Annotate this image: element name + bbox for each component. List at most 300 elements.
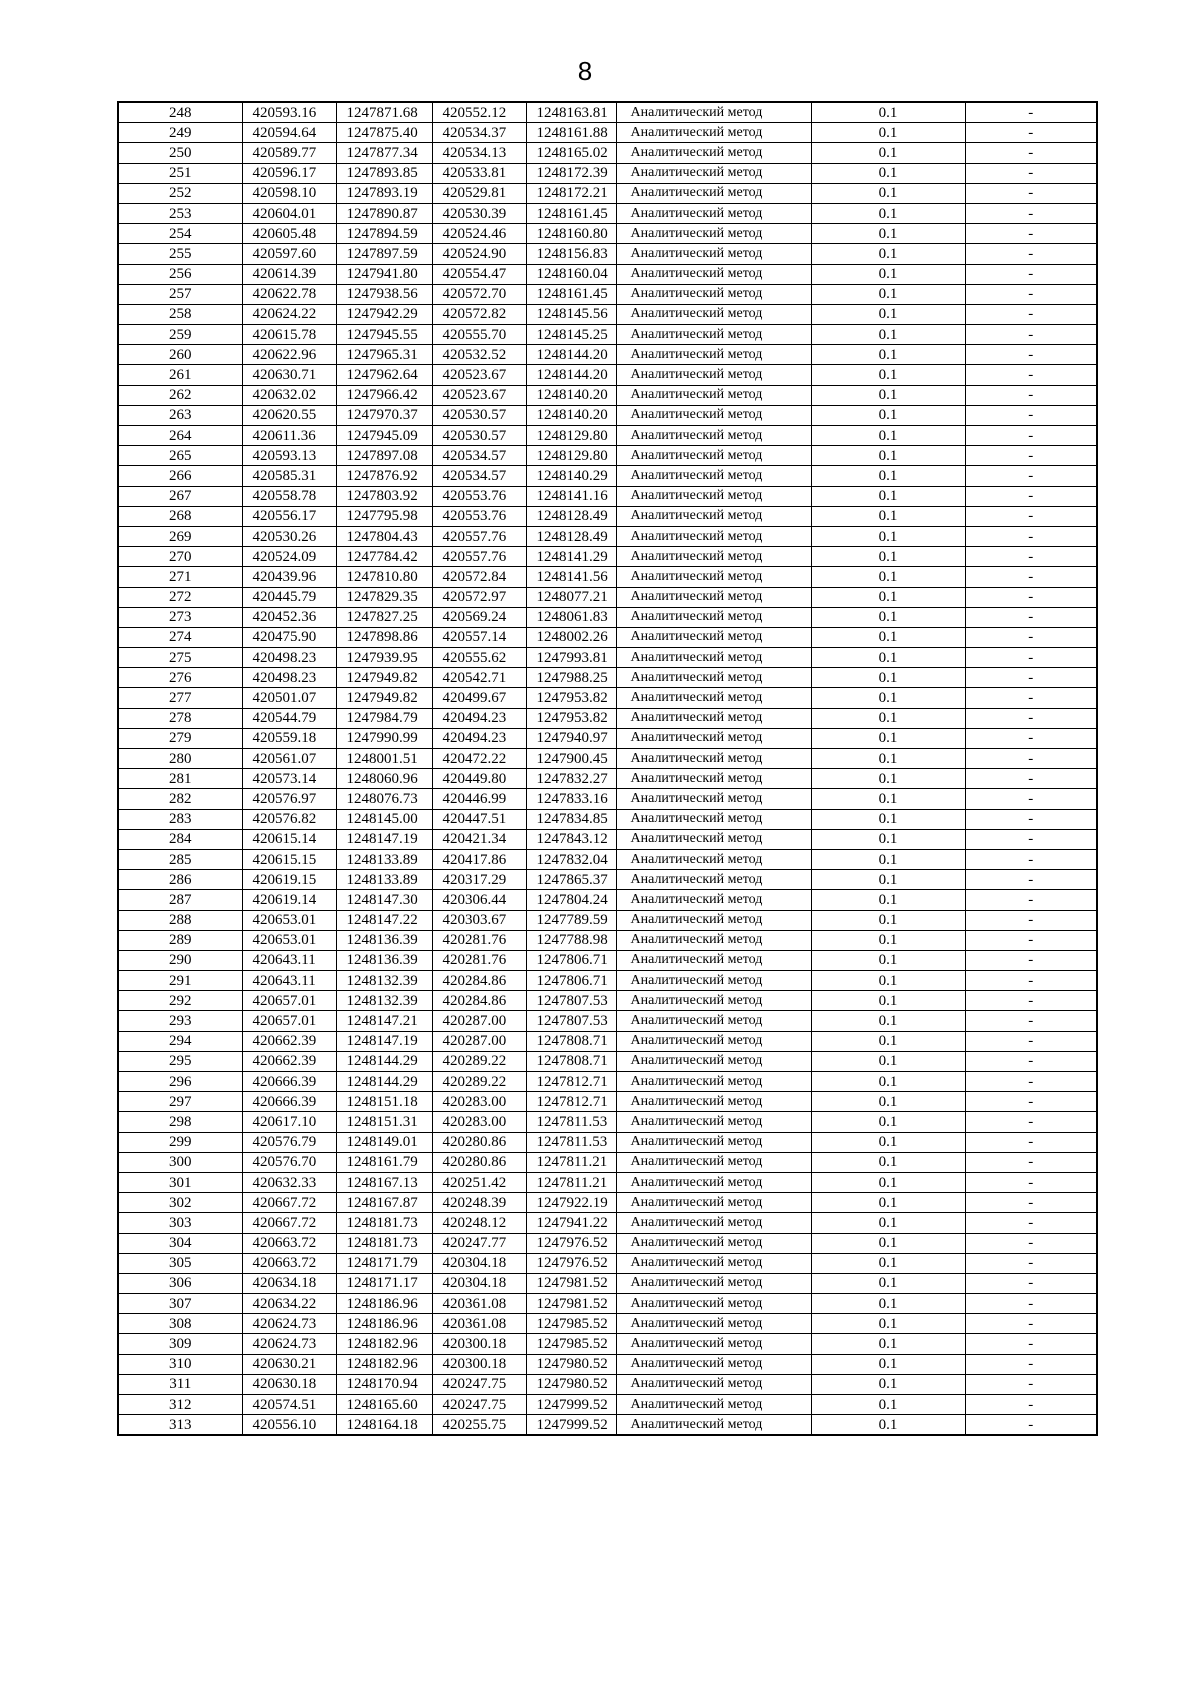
table-row — [118, 1253, 1097, 1273]
point-number-cell: 310 — [118, 1354, 242, 1374]
x2-cell: 420533.81 — [432, 163, 526, 183]
point-number-cell: 307 — [118, 1294, 242, 1314]
x1-cell: 420615.14 — [242, 829, 336, 849]
x2-cell: 420287.00 — [432, 1011, 526, 1031]
y2-cell: 1248128.49 — [526, 526, 616, 546]
accuracy-cell: 0.1 — [811, 325, 965, 345]
accuracy-cell: 0.1 — [811, 809, 965, 829]
point-number-cell: 269 — [118, 526, 242, 546]
method-cell: Аналитический метод — [616, 587, 811, 607]
x2-cell: 420524.46 — [432, 224, 526, 244]
y1-cell: 1248182.96 — [336, 1334, 432, 1354]
accuracy-cell: 0.1 — [811, 890, 965, 910]
table-row — [118, 325, 1097, 345]
method-cell: Аналитический метод — [616, 1273, 811, 1293]
x1-cell: 420653.01 — [242, 910, 336, 930]
x1-cell: 420643.11 — [242, 950, 336, 970]
y2-cell: 1247833.16 — [526, 789, 616, 809]
y1-cell: 1248001.51 — [336, 749, 432, 769]
y2-cell: 1247843.12 — [526, 829, 616, 849]
x1-cell: 420663.72 — [242, 1253, 336, 1273]
note-cell: - — [965, 183, 1097, 203]
x1-cell: 420632.02 — [242, 385, 336, 405]
y1-cell: 1248147.21 — [336, 1011, 432, 1031]
table-row — [118, 1011, 1097, 1031]
point-number-cell: 273 — [118, 607, 242, 627]
y1-cell: 1248133.89 — [336, 849, 432, 869]
x2-cell: 420553.76 — [432, 506, 526, 526]
y2-cell: 1247999.52 — [526, 1395, 616, 1415]
method-cell: Аналитический метод — [616, 1193, 811, 1213]
y2-cell: 1247788.98 — [526, 930, 616, 950]
y2-cell: 1247981.52 — [526, 1273, 616, 1293]
accuracy-cell: 0.1 — [811, 1415, 965, 1436]
y1-cell: 1248076.73 — [336, 789, 432, 809]
method-cell: Аналитический метод — [616, 1112, 811, 1132]
accuracy-cell: 0.1 — [811, 849, 965, 869]
y1-cell: 1248136.39 — [336, 930, 432, 950]
y2-cell: 1247832.04 — [526, 849, 616, 869]
x1-cell: 420585.31 — [242, 466, 336, 486]
accuracy-cell: 0.1 — [811, 1152, 965, 1172]
y2-cell: 1247985.52 — [526, 1314, 616, 1334]
x1-cell: 420576.70 — [242, 1152, 336, 1172]
table-row — [118, 345, 1097, 365]
y1-cell: 1247962.64 — [336, 365, 432, 385]
table-row — [118, 1233, 1097, 1253]
note-cell: - — [965, 1334, 1097, 1354]
accuracy-cell: 0.1 — [811, 1314, 965, 1334]
point-number-cell: 304 — [118, 1233, 242, 1253]
method-cell: Аналитический метод — [616, 284, 811, 304]
y1-cell: 1248164.18 — [336, 1415, 432, 1436]
accuracy-cell: 0.1 — [811, 1354, 965, 1374]
y2-cell: 1247804.24 — [526, 890, 616, 910]
point-number-cell: 293 — [118, 1011, 242, 1031]
accuracy-cell: 0.1 — [811, 143, 965, 163]
y2-cell: 1248140.20 — [526, 405, 616, 425]
note-cell: - — [965, 284, 1097, 304]
accuracy-cell: 0.1 — [811, 365, 965, 385]
y1-cell: 1248186.96 — [336, 1294, 432, 1314]
y1-cell: 1248149.01 — [336, 1132, 432, 1152]
point-number-cell: 251 — [118, 163, 242, 183]
method-cell: Аналитический метод — [616, 466, 811, 486]
note-cell: - — [965, 385, 1097, 405]
table-row — [118, 1031, 1097, 1051]
note-cell: - — [965, 1092, 1097, 1112]
x2-cell: 420289.22 — [432, 1072, 526, 1092]
point-number-cell: 263 — [118, 405, 242, 425]
note-cell: - — [965, 587, 1097, 607]
y1-cell: 1247945.55 — [336, 325, 432, 345]
table-row — [118, 486, 1097, 506]
method-cell: Аналитический метод — [616, 749, 811, 769]
x1-cell: 420556.17 — [242, 506, 336, 526]
x1-cell: 420619.15 — [242, 870, 336, 890]
accuracy-cell: 0.1 — [811, 123, 965, 143]
x2-cell: 420523.67 — [432, 385, 526, 405]
point-number-cell: 302 — [118, 1193, 242, 1213]
x2-cell: 420554.47 — [432, 264, 526, 284]
y1-cell: 1248170.94 — [336, 1374, 432, 1394]
table-row — [118, 526, 1097, 546]
x1-cell: 420667.72 — [242, 1193, 336, 1213]
table-row — [118, 1172, 1097, 1192]
y2-cell: 1247812.71 — [526, 1092, 616, 1112]
note-cell: - — [965, 1072, 1097, 1092]
x2-cell: 420534.37 — [432, 123, 526, 143]
y1-cell: 1248181.73 — [336, 1233, 432, 1253]
x1-cell: 420663.72 — [242, 1233, 336, 1253]
x1-cell: 420561.07 — [242, 749, 336, 769]
x2-cell: 420300.18 — [432, 1354, 526, 1374]
accuracy-cell: 0.1 — [811, 1031, 965, 1051]
point-number-cell: 254 — [118, 224, 242, 244]
accuracy-cell: 0.1 — [811, 1395, 965, 1415]
point-number-cell: 299 — [118, 1132, 242, 1152]
x1-cell: 420667.72 — [242, 1213, 336, 1233]
y2-cell: 1248140.29 — [526, 466, 616, 486]
y2-cell: 1248002.26 — [526, 627, 616, 647]
table-row — [118, 385, 1097, 405]
method-cell: Аналитический метод — [616, 930, 811, 950]
note-cell: - — [965, 224, 1097, 244]
note-cell: - — [965, 264, 1097, 284]
method-cell: Аналитический метод — [616, 1233, 811, 1253]
method-cell: Аналитический метод — [616, 1031, 811, 1051]
x1-cell: 420558.78 — [242, 486, 336, 506]
point-number-cell: 292 — [118, 991, 242, 1011]
note-cell: - — [965, 849, 1097, 869]
method-cell: Аналитический метод — [616, 627, 811, 647]
method-cell: Аналитический метод — [616, 325, 811, 345]
y1-cell: 1248151.31 — [336, 1112, 432, 1132]
table-row — [118, 668, 1097, 688]
y1-cell: 1247875.40 — [336, 123, 432, 143]
y2-cell: 1247834.85 — [526, 809, 616, 829]
x1-cell: 420544.79 — [242, 708, 336, 728]
table-row — [118, 163, 1097, 183]
note-cell: - — [965, 769, 1097, 789]
table-row — [118, 405, 1097, 425]
method-cell: Аналитический метод — [616, 345, 811, 365]
note-cell: - — [965, 789, 1097, 809]
x1-cell: 420615.15 — [242, 849, 336, 869]
y2-cell: 1248163.81 — [526, 102, 616, 123]
method-cell: Аналитический метод — [616, 264, 811, 284]
table-row — [118, 910, 1097, 930]
table-row — [118, 1132, 1097, 1152]
method-cell: Аналитический метод — [616, 547, 811, 567]
y1-cell: 1247897.08 — [336, 446, 432, 466]
point-number-cell: 298 — [118, 1112, 242, 1132]
x1-cell: 420666.39 — [242, 1072, 336, 1092]
y2-cell: 1248141.16 — [526, 486, 616, 506]
y2-cell: 1248145.25 — [526, 325, 616, 345]
note-cell: - — [965, 1051, 1097, 1071]
point-number-cell: 257 — [118, 284, 242, 304]
x2-cell: 420289.22 — [432, 1051, 526, 1071]
accuracy-cell: 0.1 — [811, 1132, 965, 1152]
table-row — [118, 1294, 1097, 1314]
accuracy-cell: 0.1 — [811, 224, 965, 244]
y1-cell: 1248144.29 — [336, 1051, 432, 1071]
point-number-cell: 276 — [118, 668, 242, 688]
x2-cell: 420255.75 — [432, 1415, 526, 1436]
x2-cell: 420281.76 — [432, 930, 526, 950]
x2-cell: 420557.76 — [432, 526, 526, 546]
x2-cell: 420247.77 — [432, 1233, 526, 1253]
note-cell: - — [965, 910, 1097, 930]
y2-cell: 1247999.52 — [526, 1415, 616, 1436]
table-row — [118, 1051, 1097, 1071]
point-number-cell: 285 — [118, 849, 242, 869]
method-cell: Аналитический метод — [616, 567, 811, 587]
y1-cell: 1248167.87 — [336, 1193, 432, 1213]
table-row — [118, 849, 1097, 869]
y1-cell: 1248171.79 — [336, 1253, 432, 1273]
x1-cell: 420598.10 — [242, 183, 336, 203]
y1-cell: 1247893.85 — [336, 163, 432, 183]
x1-cell: 420624.73 — [242, 1334, 336, 1354]
accuracy-cell: 0.1 — [811, 1112, 965, 1132]
x2-cell: 420530.57 — [432, 426, 526, 446]
y2-cell: 1248129.80 — [526, 426, 616, 446]
accuracy-cell: 0.1 — [811, 1193, 965, 1213]
x1-cell: 420619.14 — [242, 890, 336, 910]
table-row — [118, 829, 1097, 849]
table-row — [118, 1334, 1097, 1354]
coordinates-table — [117, 101, 1098, 1436]
y1-cell: 1247949.82 — [336, 668, 432, 688]
x2-cell: 420557.76 — [432, 547, 526, 567]
accuracy-cell: 0.1 — [811, 1294, 965, 1314]
x1-cell: 420630.18 — [242, 1374, 336, 1394]
x2-cell: 420280.86 — [432, 1132, 526, 1152]
y1-cell: 1247970.37 — [336, 405, 432, 425]
method-cell: Аналитический метод — [616, 1051, 811, 1071]
x1-cell: 420634.22 — [242, 1294, 336, 1314]
y1-cell: 1248165.60 — [336, 1395, 432, 1415]
method-cell: Аналитический метод — [616, 1213, 811, 1233]
method-cell: Аналитический метод — [616, 365, 811, 385]
note-cell: - — [965, 244, 1097, 264]
y2-cell: 1247976.52 — [526, 1253, 616, 1273]
method-cell: Аналитический метод — [616, 910, 811, 930]
point-number-cell: 274 — [118, 627, 242, 647]
method-cell: Аналитический метод — [616, 870, 811, 890]
method-cell: Аналитический метод — [616, 102, 811, 123]
method-cell: Аналитический метод — [616, 486, 811, 506]
point-number-cell: 284 — [118, 829, 242, 849]
x2-cell: 420317.29 — [432, 870, 526, 890]
point-number-cell: 286 — [118, 870, 242, 890]
y1-cell: 1247876.92 — [336, 466, 432, 486]
y2-cell: 1247807.53 — [526, 991, 616, 1011]
method-cell: Аналитический метод — [616, 385, 811, 405]
accuracy-cell: 0.1 — [811, 688, 965, 708]
x2-cell: 420284.86 — [432, 991, 526, 1011]
accuracy-cell: 0.1 — [811, 769, 965, 789]
point-number-cell: 297 — [118, 1092, 242, 1112]
point-number-cell: 275 — [118, 648, 242, 668]
x2-cell: 420557.14 — [432, 627, 526, 647]
accuracy-cell: 0.1 — [811, 1273, 965, 1293]
note-cell: - — [965, 1152, 1097, 1172]
note-cell: - — [965, 890, 1097, 910]
table-row — [118, 789, 1097, 809]
y1-cell: 1247897.59 — [336, 244, 432, 264]
x2-cell: 420555.70 — [432, 325, 526, 345]
y1-cell: 1248144.29 — [336, 1072, 432, 1092]
y1-cell: 1248182.96 — [336, 1354, 432, 1374]
table-row — [118, 567, 1097, 587]
note-cell: - — [965, 809, 1097, 829]
accuracy-cell: 0.1 — [811, 1092, 965, 1112]
y1-cell: 1248132.39 — [336, 971, 432, 991]
note-cell: - — [965, 627, 1097, 647]
y1-cell: 1247890.87 — [336, 203, 432, 223]
point-number-cell: 262 — [118, 385, 242, 405]
y1-cell: 1247893.19 — [336, 183, 432, 203]
accuracy-cell: 0.1 — [811, 1172, 965, 1192]
method-cell: Аналитический метод — [616, 224, 811, 244]
x1-cell: 420594.64 — [242, 123, 336, 143]
accuracy-cell: 0.1 — [811, 526, 965, 546]
table-row — [118, 769, 1097, 789]
y1-cell: 1248181.73 — [336, 1213, 432, 1233]
x1-cell: 420559.18 — [242, 728, 336, 748]
note-cell: - — [965, 567, 1097, 587]
note-cell: - — [965, 1011, 1097, 1031]
method-cell: Аналитический метод — [616, 1334, 811, 1354]
method-cell: Аналитический метод — [616, 849, 811, 869]
accuracy-cell: 0.1 — [811, 971, 965, 991]
note-cell: - — [965, 1415, 1097, 1436]
y1-cell: 1248151.18 — [336, 1092, 432, 1112]
note-cell: - — [965, 1294, 1097, 1314]
y2-cell: 1247953.82 — [526, 688, 616, 708]
note-cell: - — [965, 1395, 1097, 1415]
x1-cell: 420576.97 — [242, 789, 336, 809]
table-row — [118, 971, 1097, 991]
x1-cell: 420620.55 — [242, 405, 336, 425]
x1-cell: 420617.10 — [242, 1112, 336, 1132]
table-row — [118, 930, 1097, 950]
y2-cell: 1247922.19 — [526, 1193, 616, 1213]
y2-cell: 1247953.82 — [526, 708, 616, 728]
point-number-cell: 290 — [118, 950, 242, 970]
x2-cell: 420304.18 — [432, 1273, 526, 1293]
method-cell: Аналитический метод — [616, 769, 811, 789]
y1-cell: 1248167.13 — [336, 1172, 432, 1192]
point-number-cell: 291 — [118, 971, 242, 991]
note-cell: - — [965, 1253, 1097, 1273]
note-cell: - — [965, 1314, 1097, 1334]
note-cell: - — [965, 506, 1097, 526]
y2-cell: 1247807.53 — [526, 1011, 616, 1031]
note-cell: - — [965, 1112, 1097, 1132]
note-cell: - — [965, 405, 1097, 425]
x1-cell: 420445.79 — [242, 587, 336, 607]
x2-cell: 420534.13 — [432, 143, 526, 163]
method-cell: Аналитический метод — [616, 183, 811, 203]
table-row — [118, 607, 1097, 627]
accuracy-cell: 0.1 — [811, 1011, 965, 1031]
accuracy-cell: 0.1 — [811, 183, 965, 203]
x1-cell: 420498.23 — [242, 648, 336, 668]
x2-cell: 420534.57 — [432, 466, 526, 486]
x2-cell: 420555.62 — [432, 648, 526, 668]
y1-cell: 1247827.25 — [336, 607, 432, 627]
method-cell: Аналитический метод — [616, 829, 811, 849]
y1-cell: 1247877.34 — [336, 143, 432, 163]
y1-cell: 1247871.68 — [336, 102, 432, 123]
y2-cell: 1248145.56 — [526, 304, 616, 324]
y1-cell: 1247984.79 — [336, 708, 432, 728]
note-cell: - — [965, 526, 1097, 546]
table-row — [118, 304, 1097, 324]
point-number-cell: 295 — [118, 1051, 242, 1071]
y2-cell: 1248161.45 — [526, 284, 616, 304]
x1-cell: 420666.39 — [242, 1092, 336, 1112]
point-number-cell: 261 — [118, 365, 242, 385]
accuracy-cell: 0.1 — [811, 991, 965, 1011]
point-number-cell: 260 — [118, 345, 242, 365]
note-cell: - — [965, 486, 1097, 506]
note-cell: - — [965, 1213, 1097, 1233]
method-cell: Аналитический метод — [616, 1092, 811, 1112]
point-number-cell: 266 — [118, 466, 242, 486]
table-row — [118, 749, 1097, 769]
point-number-cell: 296 — [118, 1072, 242, 1092]
x1-cell: 420475.90 — [242, 627, 336, 647]
x2-cell: 420247.75 — [432, 1395, 526, 1415]
note-cell: - — [965, 829, 1097, 849]
accuracy-cell: 0.1 — [811, 708, 965, 728]
x1-cell: 420604.01 — [242, 203, 336, 223]
accuracy-cell: 0.1 — [811, 345, 965, 365]
point-number-cell: 252 — [118, 183, 242, 203]
table-row — [118, 1072, 1097, 1092]
y2-cell: 1247985.52 — [526, 1334, 616, 1354]
method-cell: Аналитический метод — [616, 1172, 811, 1192]
point-number-cell: 272 — [118, 587, 242, 607]
accuracy-cell: 0.1 — [811, 1334, 965, 1354]
x1-cell: 420605.48 — [242, 224, 336, 244]
table-row — [118, 183, 1097, 203]
point-number-cell: 287 — [118, 890, 242, 910]
y1-cell: 1248147.30 — [336, 890, 432, 910]
y1-cell: 1248145.00 — [336, 809, 432, 829]
point-number-cell: 308 — [118, 1314, 242, 1334]
accuracy-cell: 0.1 — [811, 547, 965, 567]
method-cell: Аналитический метод — [616, 1253, 811, 1273]
note-cell: - — [965, 345, 1097, 365]
accuracy-cell: 0.1 — [811, 506, 965, 526]
accuracy-cell: 0.1 — [811, 1213, 965, 1233]
x2-cell: 420361.08 — [432, 1314, 526, 1334]
accuracy-cell: 0.1 — [811, 749, 965, 769]
y2-cell: 1248160.80 — [526, 224, 616, 244]
table-row — [118, 123, 1097, 143]
method-cell: Аналитический метод — [616, 728, 811, 748]
y2-cell: 1247981.52 — [526, 1294, 616, 1314]
y2-cell: 1247789.59 — [526, 910, 616, 930]
x2-cell: 420572.70 — [432, 284, 526, 304]
table-row — [118, 102, 1097, 123]
